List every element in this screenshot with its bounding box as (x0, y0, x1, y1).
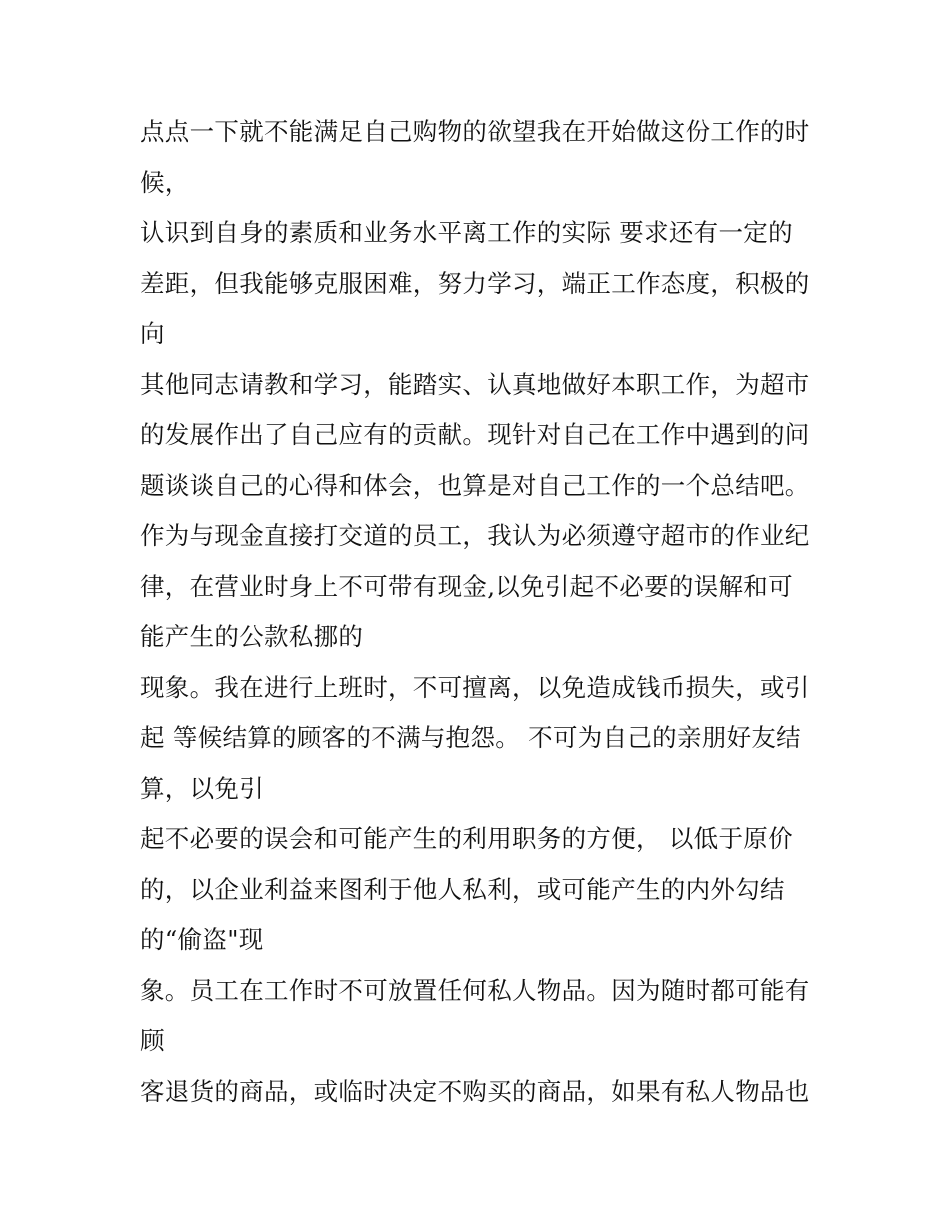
text-line-13: 起 等候结算的顾客的不满与抱怨。 不可为自己的亲朋好友结 (140, 723, 801, 752)
text-line-6: 其他同志请教和学习，能踏实、认真地做好本职工作，为超市 (140, 369, 810, 399)
text-line-10: 律，在营业时身上不可带有现金,以免引起不必要的误解和可 (140, 571, 793, 601)
text-line-5: 向 (140, 319, 165, 348)
text-line-17: 的“偷盗"现 (140, 925, 264, 954)
text-line-2: 候， (140, 167, 190, 197)
text-line-16: 的，以企业利益来图利于他人私利，或可能产生的内外勾结 (140, 874, 785, 904)
text-line-4: 差距，但我能够克服困难，努力学习，端正工作态度，积极的 (140, 268, 810, 298)
text-line-14: 算，以免引 (140, 773, 264, 803)
body-text (140, 107, 830, 1117)
text-line-15: 起不必要的误会和可能产生的利用职务的方便， 以低于原价 (140, 824, 793, 853)
text-line-8: 题谈谈自己的心得和体会，也算是对自己工作的一个总结吧。 (140, 470, 810, 500)
text-line-7: 的发展作出了自己应有的贡献。现针对自己在工作中遇到的问 (140, 420, 810, 449)
text-line-9: 作为与现金直接打交道的员工，我认为必须遵守超市的作业纪 (140, 521, 810, 550)
text-line-1: 点点一下就不能满足自己购物的欲望我在开始做这份工作的时 (140, 117, 810, 146)
text-line-12: 现象。我在进行上班时，不可擅离，以免造成钱币损失，或引 (140, 672, 810, 702)
text-line-11: 能产生的公款私挪的 (140, 622, 364, 651)
text-line-20: 客退货的商品，或临时决定不购买的商品，如果有私人物品也 (140, 1076, 810, 1106)
text-line-19: 顾 (140, 1026, 165, 1055)
text-line-18: 象。员工在工作时不可放置任何私人物品。因为随时都可能有 (140, 975, 810, 1005)
text-line-3: 认识到自身的素质和业务水平离工作的实际 要求还有一定的 (140, 218, 793, 247)
